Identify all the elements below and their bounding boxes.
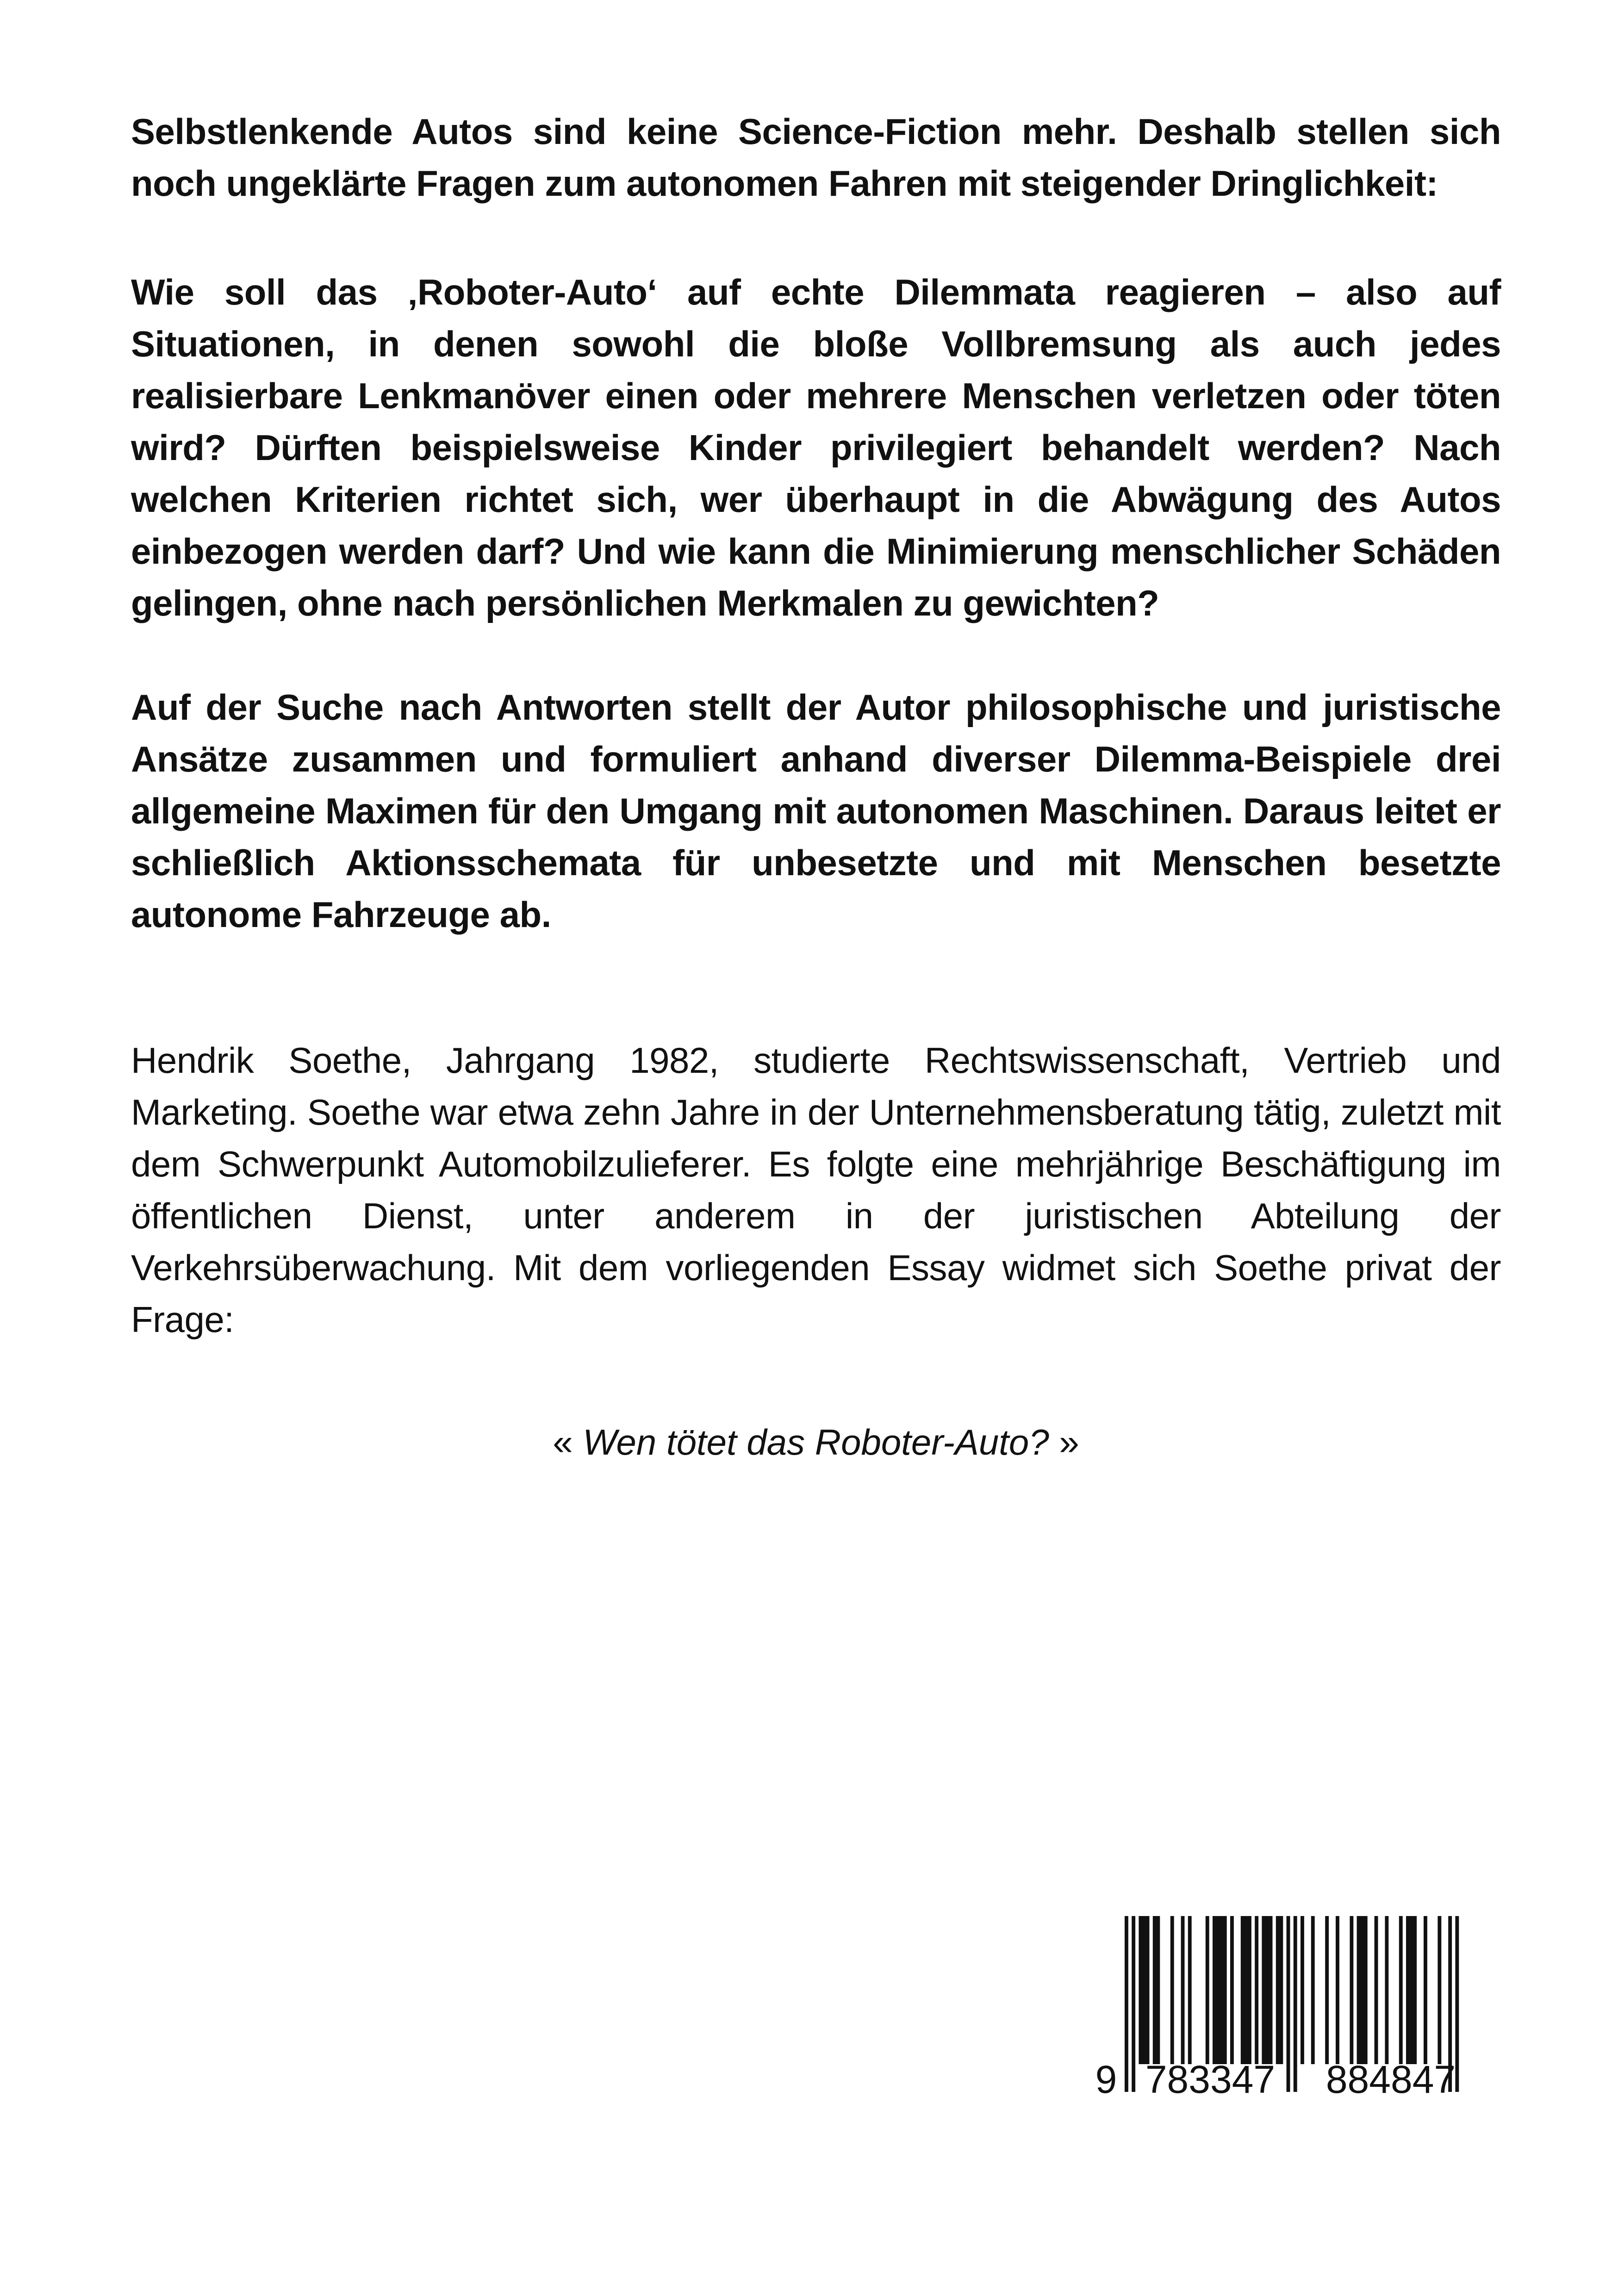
barcode-bar xyxy=(1364,1916,1368,2064)
author-bio: Hendrik Soethe, Jahrgang 1982, studierte Rechtswissenschaft, Vertrieb und Marketing. Soethe war etwa zehn Jahre in der Unternehmensberatung tätig, zuletzt mit dem Schwerpunkt Automobilzulieferer. Es folgte eine mehrjährige Beschäftigung im öffentlichen Dienst, unter anderem in der juristischen Abteilung der Verkehrsüberwachung. Mit dem vorliegenden Essay widmet sich Soethe privat der Frage: xyxy=(131,1040,1501,1340)
barcode-bar xyxy=(1294,1916,1297,2092)
barcode-bar xyxy=(1406,1916,1410,2064)
barcode-bar xyxy=(1336,1916,1339,2064)
barcode-graphic xyxy=(1088,1916,1504,2097)
barcode-bar xyxy=(1262,1916,1265,2064)
quote-title: Wen tötet das Roboter-Auto? xyxy=(583,1422,1049,1462)
barcode-bar xyxy=(1248,1916,1251,2064)
barcode-bar xyxy=(1125,1916,1128,2092)
barcode-bar xyxy=(1279,1916,1283,2064)
barcode-bar xyxy=(1357,1916,1361,2064)
barcode-bar xyxy=(1188,1916,1192,2064)
barcode-bar xyxy=(1142,1916,1146,2064)
barcode-bar xyxy=(1385,1916,1388,2064)
barcode-bar xyxy=(1287,1916,1290,2092)
blurb-paragraph-3: Auf der Suche nach Antworten stellt der Autor philosophische und juristische Ansätze zusammen und formuliert anhand diverser Dilemma-Beispiele drei allgemeine Maximen für den Umgang mit autonomen Maschinen. Daraus leitet er schließlich Aktionsschemata für unbesetzte und mit Menschen besetzte autonome Fahrzeuge ab. xyxy=(131,687,1501,935)
barcode-bar xyxy=(1139,1916,1142,2064)
barcode-bar xyxy=(1206,1916,1209,2064)
barcode-bar xyxy=(1269,1916,1273,2064)
blurb-paragraph-1: Selbstlenkende Autos sind keine Science-Fiction mehr. Deshalb stellen sich noch ungeklärte Fragen zum autonomen Fahren mit steigender Dringlichkeit: xyxy=(131,111,1501,204)
barcode-bar xyxy=(1276,1916,1280,2064)
barcode-bar xyxy=(1399,1916,1403,2064)
barcode-bar xyxy=(1360,1916,1364,2064)
barcode-prefix-digit: 9 xyxy=(1095,2058,1117,2097)
barcode-bar xyxy=(1301,1916,1304,2064)
barcode-bar xyxy=(1132,1916,1135,2092)
barcode-bar xyxy=(1223,1916,1227,2064)
barcode-right-digits: 884847 xyxy=(1326,2058,1456,2097)
barcode-bar xyxy=(1255,1916,1258,2064)
barcode-bar xyxy=(1350,1916,1353,2064)
barcode-bar xyxy=(1244,1916,1248,2064)
barcode-bar xyxy=(1424,1916,1427,2064)
barcode-bar xyxy=(1181,1916,1185,2064)
barcode-bar xyxy=(1213,1916,1216,2064)
barcode-bar xyxy=(1241,1916,1245,2064)
barcode-bar xyxy=(1146,1916,1150,2064)
barcode-bar xyxy=(1153,1916,1157,2064)
barcode-bar xyxy=(1170,1916,1174,2064)
barcode-left-digits: 783347 xyxy=(1145,2058,1276,2097)
barcode-bar xyxy=(1455,1916,1459,2092)
barcode-bar xyxy=(1438,1916,1441,2064)
quote-open-mark: « xyxy=(553,1422,573,1462)
barcode-bar xyxy=(1410,1916,1413,2064)
quote-close-mark: » xyxy=(1059,1422,1079,1462)
barcode-bar xyxy=(1375,1916,1378,2064)
barcode-bar xyxy=(1220,1916,1223,2064)
barcode-bar xyxy=(1413,1916,1417,2064)
barcode-bar xyxy=(1311,1916,1315,2064)
blurb-paragraph-2: Wie soll das ‚Roboter-Auto‘ auf echte Dilemmata reagieren – also auf Situationen, in denen sowohl die bloße Vollbremsung als auch jedes realisierbare Lenkmanöver einen oder mehrere Menschen verletzen oder töten wird? Dürften beispielsweise Kinder privilegiert behandelt werden? Nach welchen Kriterien richtet sich, wer überhaupt in die Abwägung des Autos einbezogen werden darf? Und wie kann die Minimierung menschlicher Schäden gelingen, ohne nach persönlichen Merkmalen zu gewichten? xyxy=(131,272,1501,623)
barcode-bar xyxy=(1325,1916,1329,2064)
barcode-bar xyxy=(1265,1916,1269,2064)
book-title-quote xyxy=(131,1416,1501,1468)
barcode-bar xyxy=(1216,1916,1220,2064)
barcode-bar xyxy=(1230,1916,1234,2064)
isbn-barcode xyxy=(1088,1916,1504,2097)
barcode-bar xyxy=(1156,1916,1160,2064)
